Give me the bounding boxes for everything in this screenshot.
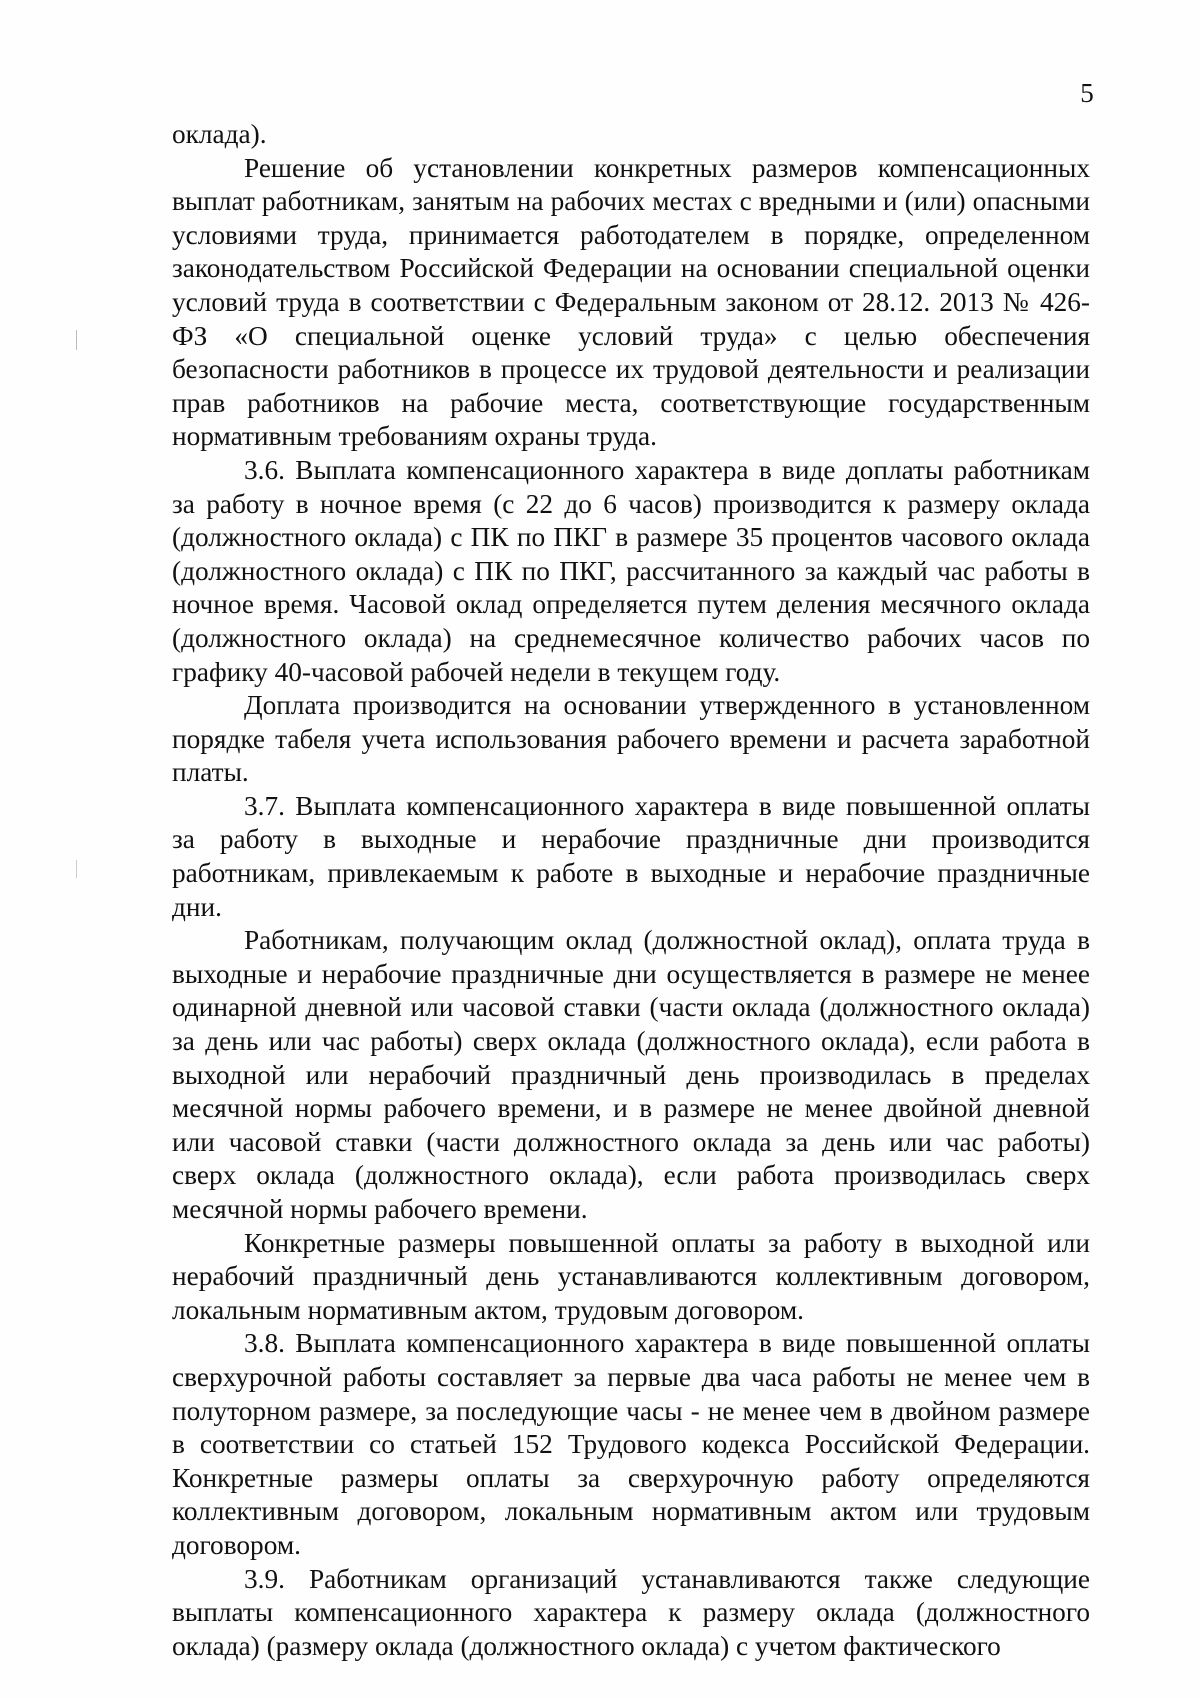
scan-artifact (76, 860, 77, 878)
paragraph-section-3-6: 3.6. Выплата компенсационного характера в виде доплаты работникам за работу в ночное время (с 22 до 6 часов) производится к размеру оклада (должностного оклада) с ПК по ПКГ в размере 35 процентов часового оклада (должностного оклада) с ПК по ПКГ, рассчитанного за каждый час работы в ночное время. Часовой оклад определяется путем деления месячного оклада (должностного оклада) на среднемесячное количество рабочих часов по графику 40-часовой рабочей недели в текущем году. (172, 454, 1090, 687)
page-number: 5 (1080, 78, 1094, 108)
paragraph-section-3-8: 3.8. Выплата компенсационного характера в виде повышенной оплаты сверхурочной работы составляет за первые два часа работы не менее чем в полуторном размере, за последующие часы - не менее чем в двойном размере в соответствии со статьей 152 Трудового кодекса Российской Федерации. Конкретные размеры оплаты за сверхурочную работу определяются коллективным договором, локальным нормативным актом или трудовым договором. (172, 1328, 1090, 1560)
paragraph: Решение об установлении конкретных размеров компенсационных выплат работникам, занятым на рабочих местах с вредными и (или) опасными условиями труда, принимается работодателем в порядке, определенном законодательством Российской Федерации на основании специальной оценки условий труда в соответствии с Федеральным законом от 28.12. 2013 № 426-ФЗ «О специальной оценке условий труда» с целью обеспечения безопасности работников в процессе их трудовой деятельности и реализации прав работников на рабочие места, соответствующие государственным нормативным требованиям охраны труда. (172, 152, 1090, 452)
scan-artifact (76, 330, 77, 350)
paragraph-section-3-9: 3.9. Работникам организаций устанавливаются также следующие выплаты компенсационного характера к размеру оклада (должностного оклада) (размеру оклада (должностного оклада) с учетом фактического (172, 1563, 1090, 1661)
paragraph: оклада). (172, 119, 267, 149)
document-body (172, 118, 1090, 1663)
paragraph-section-3-7: 3.7. Выплата компенсационного характера в виде повышенной оплаты за работу в выходные и нерабочие праздничные дни производится работникам, привлекаемым к работе в выходные и нерабочие праздничные дни. (172, 790, 1090, 922)
paragraph: Доплата производится на основании утвержденного в установленном порядке табеля учета использования рабочего времени и расчета заработной платы. (172, 690, 1090, 788)
paragraph: Конкретные размеры повышенной оплаты за работу в выходной или нерабочий праздничный день устанавливаются коллективным договором, локальным нормативным актом, трудовым договором. (172, 1227, 1090, 1325)
paragraph: Работникам, получающим оклад (должностной оклад), оплата труда в выходные и нерабочие праздничные дни осуществляется в размере не менее одинарной дневной или часовой ставки (части оклада (должностного оклада) за день или час работы) сверх оклада (должностного оклада), если работа в выходной или нерабочий праздничный день производилась в пределах месячной нормы рабочего времени, и в размере не менее двойной дневной или часовой ставки (части должностного оклада за день или час работы) сверх оклада (должностного оклада), если работа производилась сверх месячной нормы рабочего времени. (172, 925, 1090, 1224)
